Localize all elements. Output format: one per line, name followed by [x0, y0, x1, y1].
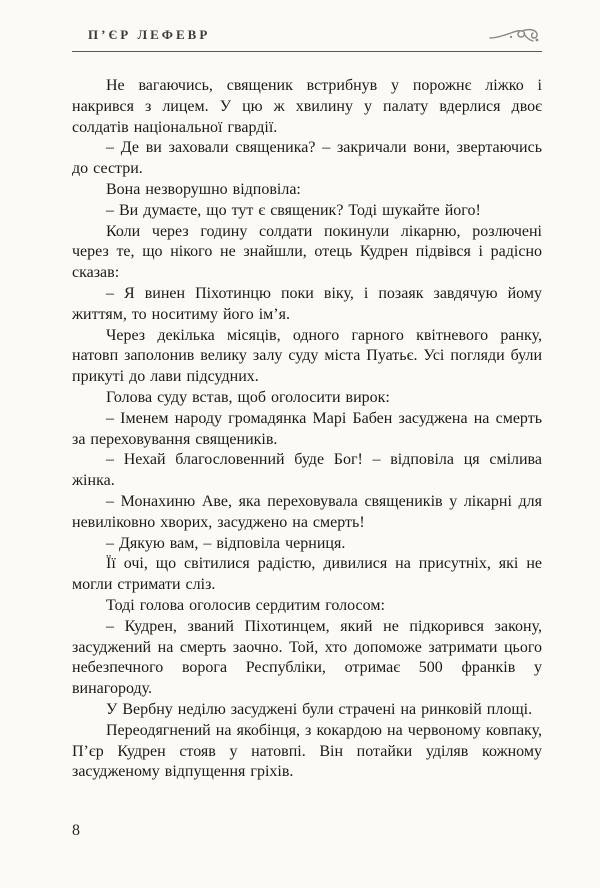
floral-flourish-icon — [488, 26, 540, 44]
paragraph: У Вербну неділю засуджені були страчені на ринковій площі. — [106, 700, 533, 718]
paragraph: – Нехай благословенний буде Бог! – відповіла ця смілива жінка. — [72, 451, 542, 490]
page-header-title: П’ЄР ЛЕФЕВР — [88, 27, 211, 42]
paragraph: – Ви думаєте, що тут є священик? Тоді шукайте його! — [106, 201, 481, 219]
paragraph: Коли через годину солдати покинули лікарню, розлючені через те, що нікого не знайшли, отець Кудрен підвівся і радісно сказав: — [72, 222, 542, 282]
paragraph: – Іменем народу громадянка Марі Бабен засуджена на смерть за переховування священиків. — [72, 409, 542, 448]
paragraph: – Кудрен, званий Піхотинцем, який не підкорився закону, засуджений на смерть заочно. Той, хто допоможе затримати цього небезпечного ворога Республіки, отримає 500 франків у винагороду. — [72, 617, 542, 698]
paragraph: Тоді голова оголосив сердитим голосом: — [106, 596, 385, 614]
page-body-text — [72, 76, 542, 783]
paragraph: Її очі, що світилися радістю, дивилися на присутніх, які не могли стримати сліз. — [72, 555, 542, 594]
paragraph: Через декілька місяців, одного гарного квітневого ранку, натовп заполонив велику залу суду міста Пуатьє. Усі погляди були прикуті до лави підсудних. — [72, 326, 542, 386]
page-number: 8 — [72, 822, 80, 839]
paragraph: Голова суду встав, щоб оголосити вирок: — [106, 388, 390, 406]
paragraph: Не вагаючись, священик встрибнув у порожнє ліжко і накрився з лицем. У цю ж хвилину у палату вдерлися двоє солдатів національної гвардії. — [72, 77, 542, 136]
paragraph: Вона незворушно відповіла: — [106, 180, 301, 198]
paragraph: – Дякую вам, – відповіла черниця. — [106, 534, 346, 552]
paragraph: Переодягнений на якобінця, з кокардою на червоному ковпаку, П’єр Кудрен стояв у натовпі. Він потайки уділяв кожному засудженому відпущення гріхів. — [72, 721, 542, 781]
running-head — [72, 26, 542, 52]
paragraph: – Я винен Піхотинцю поки віку, і позаяк завдячую йому життям, то носитиму його ім’я. — [72, 284, 542, 323]
paragraph: – Монахиню Аве, яка переховувала священиків у лікарні для невиліковно хворих, засуджено на смерть! — [72, 492, 542, 531]
paragraph: – Де ви заховали священика? – закричали вони, звертаючись до сестри. — [72, 139, 542, 178]
